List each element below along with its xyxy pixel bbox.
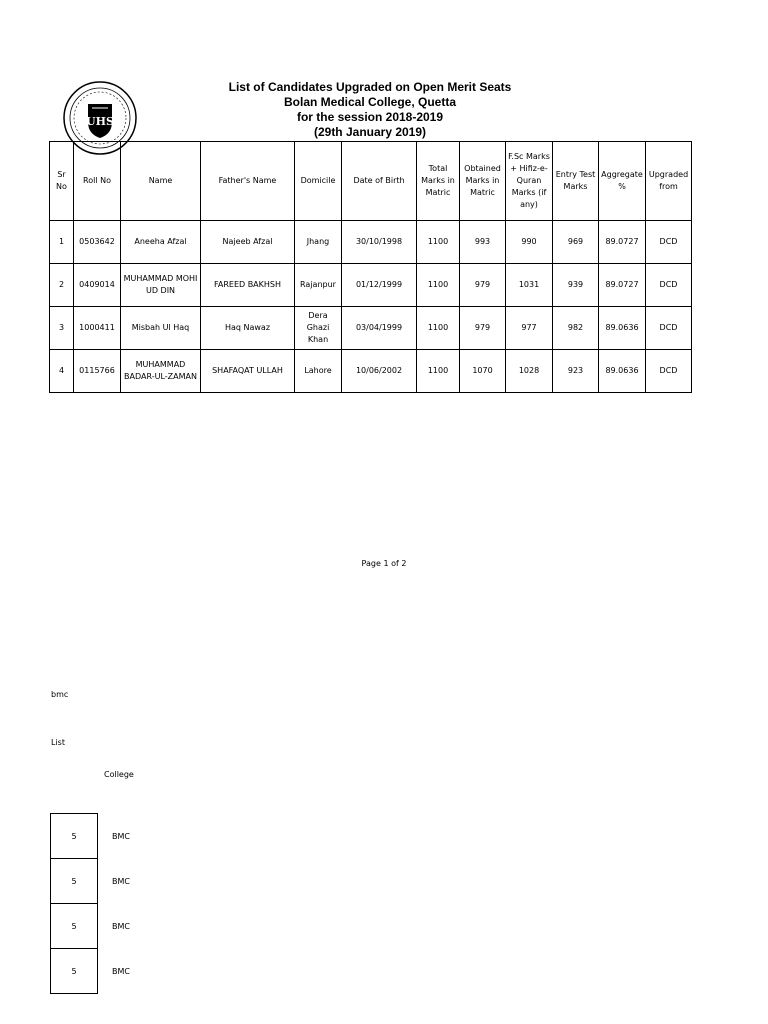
title-line-4: (29th January 2019)	[313, 125, 427, 139]
table-cell: 30/10/1998	[342, 221, 417, 264]
list-item-label: BMC	[112, 966, 130, 976]
table-cell: 2	[50, 264, 74, 307]
title-line-3: for the session 2018-2019	[296, 110, 444, 124]
table-cell: 982	[553, 307, 599, 350]
table-cell: 939	[553, 264, 599, 307]
table-cell: MUHAMMAD MOHI UD DIN	[121, 264, 201, 307]
column-header: Total Marks in Matric	[417, 142, 460, 221]
table-row	[50, 221, 692, 264]
table-cell: 1	[50, 221, 74, 264]
table-cell: 1000411	[74, 307, 121, 350]
note-bmc: bmc	[51, 690, 69, 699]
table-row	[50, 264, 692, 307]
column-header: Sr No	[50, 142, 74, 221]
table-cell: 979	[460, 264, 506, 307]
list-item	[51, 814, 132, 859]
column-header: Name	[121, 142, 201, 221]
table-cell: 0503642	[74, 221, 121, 264]
title-line-1: List of Candidates Upgraded on Open Merit Seats	[228, 80, 512, 94]
list-item-number: 5	[51, 859, 98, 904]
bottom-list	[50, 813, 132, 994]
table-row	[50, 350, 692, 393]
table-cell: 990	[506, 221, 553, 264]
table-cell: 923	[553, 350, 599, 393]
table-cell: 1100	[417, 221, 460, 264]
document-title-block	[170, 80, 570, 140]
table-cell: 3	[50, 307, 74, 350]
table-cell: 0115766	[74, 350, 121, 393]
table-cell: 1100	[417, 307, 460, 350]
table-cell: 1028	[506, 350, 553, 393]
table-cell: 4	[50, 350, 74, 393]
list-item-label: BMC	[112, 876, 130, 886]
column-header: Aggregate %	[599, 142, 646, 221]
table-cell: 993	[460, 221, 506, 264]
column-header: Obtained Marks in Matric	[460, 142, 506, 221]
table-cell: DCD	[646, 264, 692, 307]
note-college: College	[104, 770, 134, 779]
list-item	[51, 949, 132, 994]
table-cell: Dera Ghazi Khan	[295, 307, 342, 350]
candidates-table	[49, 141, 692, 393]
table-cell: Misbah Ul Haq	[121, 307, 201, 350]
table-cell: 89.0636	[599, 307, 646, 350]
table-cell: 89.0727	[599, 221, 646, 264]
table-cell: SHAFAQAT ULLAH	[201, 350, 295, 393]
column-header: F.Sc Marks + Hifiz-e-Quran Marks (if any)	[506, 142, 553, 221]
table-cell: 977	[506, 307, 553, 350]
table-cell: Jhang	[295, 221, 342, 264]
column-header: Entry Test Marks	[553, 142, 599, 221]
title-line-2: Bolan Medical College, Quetta	[283, 95, 457, 109]
column-header: Roll No	[74, 142, 121, 221]
table-cell: 03/04/1999	[342, 307, 417, 350]
table-cell: DCD	[646, 350, 692, 393]
note-list: List	[51, 738, 65, 747]
table-cell: DCD	[646, 307, 692, 350]
table-cell: 969	[553, 221, 599, 264]
table-cell: Lahore	[295, 350, 342, 393]
list-item-number: 5	[51, 904, 98, 949]
table-cell: 0409014	[74, 264, 121, 307]
list-item	[51, 904, 132, 949]
table-cell: 1100	[417, 264, 460, 307]
table-cell: Haq Nawaz	[201, 307, 295, 350]
list-item-number: 5	[51, 949, 98, 994]
table-cell: MUHAMMAD BADAR-UL-ZAMAN	[121, 350, 201, 393]
column-header: Father's Name	[201, 142, 295, 221]
list-item-number: 5	[51, 814, 98, 859]
logo-lettering: UHS	[86, 115, 114, 128]
table-cell: 979	[460, 307, 506, 350]
table-cell: 89.0727	[599, 264, 646, 307]
list-item	[51, 859, 132, 904]
column-header: Domicile	[295, 142, 342, 221]
table-cell: 1100	[417, 350, 460, 393]
table-cell: 1070	[460, 350, 506, 393]
table-cell: Rajanpur	[295, 264, 342, 307]
table-cell: 01/12/1999	[342, 264, 417, 307]
table-header-row	[50, 142, 692, 221]
table-cell: 89.0636	[599, 350, 646, 393]
table-cell: FAREED BAKHSH	[201, 264, 295, 307]
column-header: Date of Birth	[342, 142, 417, 221]
list-item-label: BMC	[112, 831, 130, 841]
table-cell: 1031	[506, 264, 553, 307]
column-header: Upgraded from	[646, 142, 692, 221]
page-number: Page 1 of 2	[361, 559, 407, 568]
table-cell: DCD	[646, 221, 692, 264]
table-cell: 10/06/2002	[342, 350, 417, 393]
list-item-label: BMC	[112, 921, 130, 931]
table-cell: Najeeb Afzal	[201, 221, 295, 264]
table-row	[50, 307, 692, 350]
table-cell: Aneeha Afzal	[121, 221, 201, 264]
